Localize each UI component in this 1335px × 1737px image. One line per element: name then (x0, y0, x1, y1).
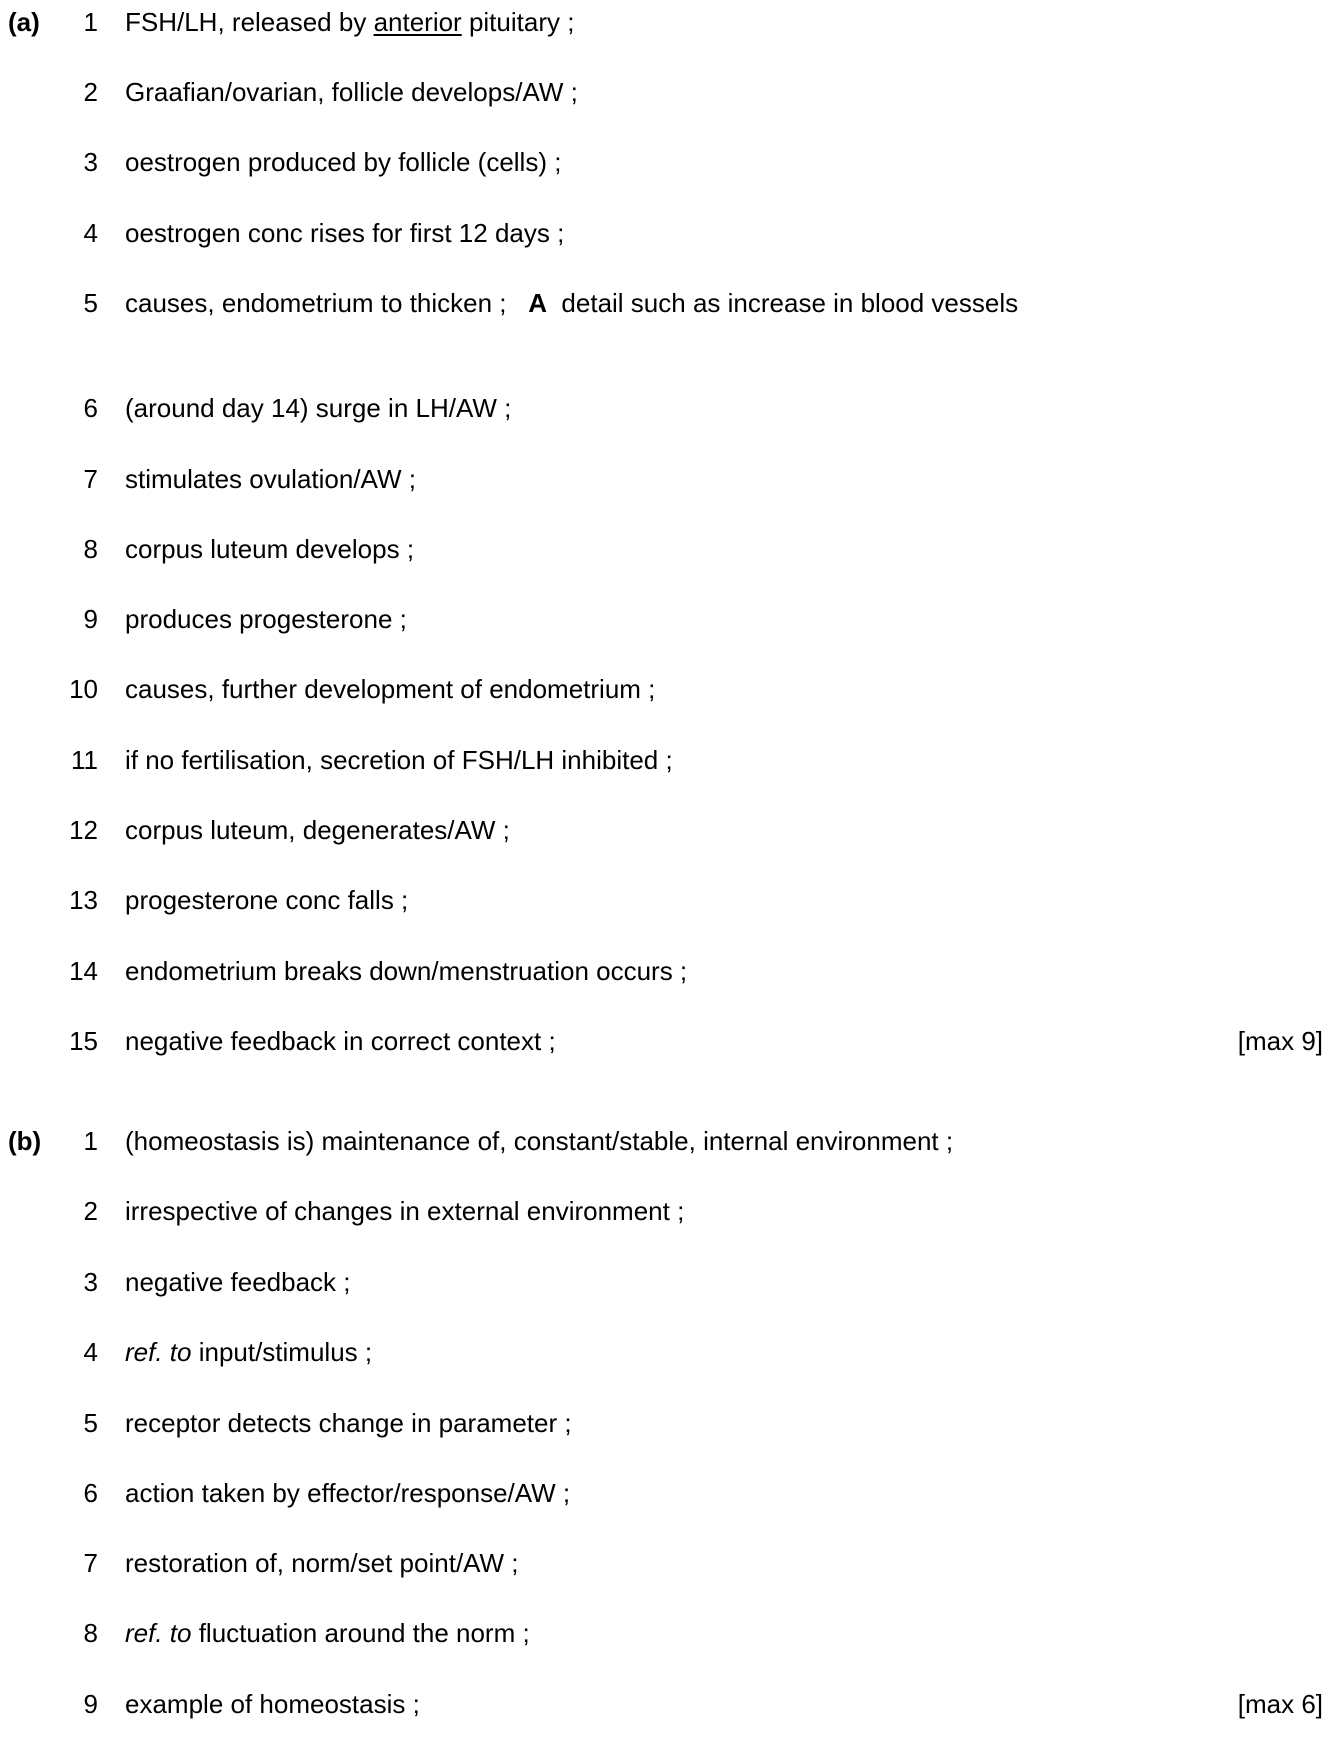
text-segment: (around day 14) surge in LH/AW ; (125, 393, 512, 423)
point-text (125, 603, 1125, 635)
point-number: 4 (83, 1337, 98, 1367)
point-number: 10 (69, 674, 98, 704)
text-segment: ref. to (125, 1618, 192, 1648)
text-segment: receptor detects change in parameter ; (125, 1408, 572, 1438)
text-segment: causes, endometrium to thicken ; (125, 288, 529, 318)
point-number: 6 (83, 1478, 98, 1508)
point-number: 2 (83, 1196, 98, 1226)
point-number: 11 (71, 745, 98, 775)
point-number: 5 (83, 1408, 98, 1438)
part-b-label: (b) (8, 1126, 42, 1156)
text-segment: fluctuation around the norm ; (191, 1618, 530, 1648)
max-marks: [max 9] (1237, 1026, 1323, 1056)
point-text (125, 146, 1125, 178)
point-text (125, 1617, 1125, 1649)
text-segment: produces progesterone ; (125, 604, 407, 634)
text-segment: progesterone conc falls ; (125, 885, 409, 915)
text-segment: ref. to (125, 1337, 192, 1367)
text-segment: input/stimulus ; (191, 1337, 373, 1367)
point-text (125, 1266, 1125, 1298)
text-segment: restoration of, norm/set point/AW ; (125, 1548, 519, 1578)
point-text (125, 1477, 1125, 1509)
text-segment: A (528, 288, 547, 318)
point-text (125, 1195, 1125, 1227)
text-segment: endometrium breaks down/menstruation occurs ; (125, 956, 688, 986)
point-number: 1 (83, 1126, 98, 1156)
point-text (125, 673, 1125, 705)
point-text (125, 217, 1125, 249)
point-number: 8 (83, 1618, 98, 1648)
point-text (125, 1688, 1125, 1720)
text-segment: negative feedback ; (125, 1267, 351, 1297)
point-number: 15 (69, 1026, 98, 1056)
text-segment: if no fertilisation, secretion of FSH/LH inhibited ; (125, 745, 673, 775)
text-segment: pituitary ; (461, 7, 575, 37)
point-text (125, 533, 1125, 565)
point-number: 3 (83, 1267, 98, 1297)
point-number: 5 (83, 288, 98, 318)
point-number: 13 (69, 885, 98, 915)
point-text (125, 744, 1125, 776)
text-segment: detail such as increase in blood vessels (546, 288, 1019, 318)
point-number: 3 (83, 147, 98, 177)
point-text (125, 1407, 1125, 1439)
point-text (125, 463, 1125, 495)
text-segment: action taken by effector/response/AW ; (125, 1478, 571, 1508)
point-number: 14 (69, 956, 98, 986)
point-number: 7 (83, 1548, 98, 1578)
text-segment: FSH/LH, released by (125, 7, 374, 37)
point-text (125, 884, 1125, 916)
text-segment: negative feedback in correct context ; (125, 1026, 556, 1056)
point-number: 2 (83, 77, 98, 107)
point-number: 6 (83, 393, 98, 423)
max-marks: [max 6] (1237, 1689, 1323, 1719)
point-number: 9 (83, 604, 98, 634)
point-number: 1 (83, 7, 98, 37)
point-number: 4 (83, 218, 98, 248)
text-segment: anterior (373, 7, 462, 37)
point-text (125, 1336, 1125, 1368)
point-text (125, 6, 1125, 38)
point-text (125, 814, 1125, 846)
point-number: 12 (69, 815, 98, 845)
point-number: 8 (83, 534, 98, 564)
text-segment: causes, further development of endometrium ; (125, 674, 656, 704)
text-segment: example of homeostasis ; (125, 1689, 420, 1719)
point-text (125, 287, 1125, 319)
point-number: 9 (83, 1689, 98, 1719)
text-segment: Graafian/ovarian, follicle develops/AW ; (125, 77, 578, 107)
text-segment: corpus luteum develops ; (125, 534, 415, 564)
text-segment: oestrogen conc rises for first 12 days ; (125, 218, 565, 248)
text-segment: (homeostasis is) maintenance of, constant/stable, internal environment ; (125, 1126, 954, 1156)
point-text (125, 1125, 1125, 1157)
part-a-label: (a) (8, 7, 40, 37)
point-text (125, 392, 1125, 424)
text-segment: corpus luteum, degenerates/AW ; (125, 815, 510, 845)
point-number: 7 (83, 464, 98, 494)
point-text (125, 76, 1125, 108)
text-segment: stimulates ovulation/AW ; (125, 464, 416, 494)
point-text (125, 955, 1125, 987)
point-text (125, 1025, 1125, 1057)
text-segment: oestrogen produced by follicle (cells) ; (125, 147, 562, 177)
point-text (125, 1547, 1125, 1579)
text-segment: irrespective of changes in external environment ; (125, 1196, 685, 1226)
